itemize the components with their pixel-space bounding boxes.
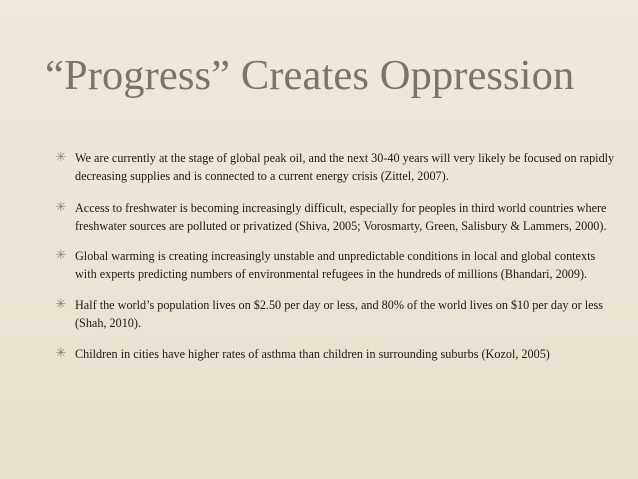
bullet-item — [55, 296, 615, 333]
bullet-text: We are currently at the stage of global peak oil, and the next 30-40 years will very likely be focused on rapidly decreasing supplies and is connected to a current energy crisis (Zittel, 2007). — [75, 151, 615, 184]
bullet-text: Global warming is creating increasingly unstable and unpredictable conditions in local and global contexts with experts predicting numbers of environmental refugees in the hundreds of millions (Bhandari, 2009). — [75, 249, 596, 282]
slide-title: “Progress” Creates Oppression — [45, 52, 575, 99]
bullet-text: Half the world’s population lives on $2.50 per day or less, and 80% of the world lives on $10 per day or less (Shah, 2010). — [75, 297, 604, 331]
asterisk-bullet-icon: ✳ — [55, 248, 67, 264]
bullet-list — [55, 149, 615, 377]
bullet-text: Access to freshwater is becoming increasingly difficult, especially for peoples in third world countries where freshwater sources are polluted or privatized (Shiva, 2005; Vorosmarty, Green, Salisbury & Lammers, 2000). — [75, 200, 607, 233]
bullet-item — [55, 199, 615, 236]
asterisk-bullet-icon: ✳ — [55, 150, 67, 165]
asterisk-bullet-icon: ✳ — [55, 346, 67, 362]
bullet-text: Children in cities have higher rates of asthma than children in surrounding suburbs (Kozol, 2005) — [75, 347, 550, 362]
asterisk-bullet-icon: ✳ — [55, 296, 67, 312]
bullet-item — [55, 345, 615, 363]
bullet-item — [55, 247, 615, 284]
bullet-item — [55, 149, 615, 186]
asterisk-bullet-icon: ✳ — [55, 199, 67, 215]
